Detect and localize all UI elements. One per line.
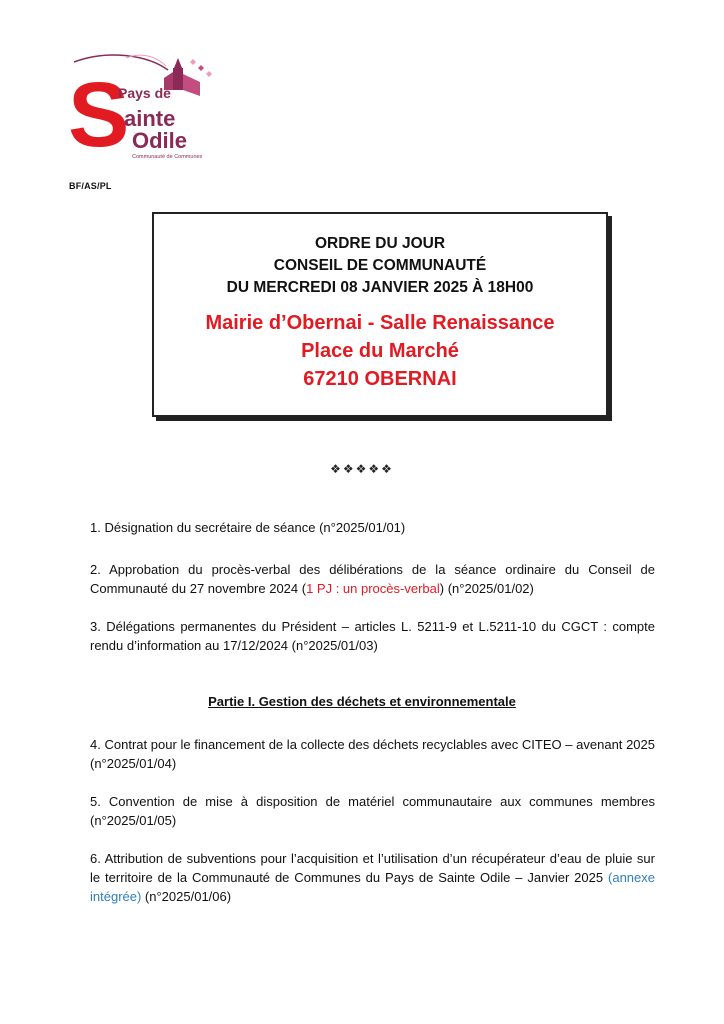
agenda-item-6 [90, 849, 655, 906]
agenda-item-4: 4. Contrat pour le financement de la collecte des déchets recyclables avec CITEO – avenant 2025 (n°2025/01/04) [90, 737, 655, 771]
agenda-item-3: 3. Délégations permanentes du Président – articles L. 5211-9 et L.5211-10 du CGCT : compte rendu d’information au 17/12/2024 (n°2025/01/03) [90, 619, 655, 653]
venue-line-3: 67210 OBERNAI [303, 368, 457, 390]
attachment-note: 1 PJ : un procès-verbal [306, 581, 440, 596]
title-box [152, 212, 608, 417]
svg-text:ainte: ainte [124, 106, 176, 131]
section-title: Partie I. Gestion des déchets et environnementale [208, 694, 516, 709]
title-heading [154, 233, 606, 299]
agenda-item-6-text: 6. Attribution de subventions pour l’acquisition et l’utilisation d’un récupérateur d’eau de pluie sur le territoire de la Communauté de Communes du Pays de Sainte Odile – Janvier 2025 [90, 851, 655, 885]
venue-line-2: Place du Marché [301, 340, 459, 362]
pays-sainte-odile-logo [66, 48, 216, 163]
agenda-item-2-ref: ) (n°2025/01/02) [439, 581, 534, 596]
agenda-item-6-ref: (n°2025/01/06) [141, 889, 232, 904]
agenda-item-2-text: 2. Approbation du procès-verbal des délibérations de la séance ordinaire du Conseil de Communauté du 27 novembre 2024 ( [90, 562, 655, 596]
venue-block [154, 309, 606, 393]
agenda-item-1: 1. Désignation du secrétaire de séance (n°2025/01/01) [90, 520, 406, 535]
ornament-separator: ❖❖❖❖❖ [330, 462, 394, 476]
title-line-1: ORDRE DU JOUR [314, 235, 446, 252]
svg-text:Pays de: Pays de [118, 85, 171, 101]
annex-link[interactable]: (annexe intégrée) [90, 870, 655, 904]
agenda-item-5: 5. Convention de mise à disposition de matériel communautaire aux communes membres (n°2025/01/05) [90, 794, 655, 828]
svg-text:S: S [68, 64, 130, 163]
logo-graphic [66, 48, 216, 163]
svg-text:Communauté de Communes: Communauté de Communes [132, 154, 203, 160]
title-line-2: CONSEIL DE COMMUNAUTÉ [273, 257, 487, 274]
document-reference: BF/AS/PL [69, 181, 112, 191]
title-line-3: DU MERCREDI 08 JANVIER 2025 À 18H00 [226, 279, 534, 296]
agenda-item-2 [90, 560, 655, 598]
venue-line-1: Mairie d’Obernai - Salle Renaissance [205, 312, 555, 334]
svg-text:Odile: Odile [132, 128, 188, 153]
